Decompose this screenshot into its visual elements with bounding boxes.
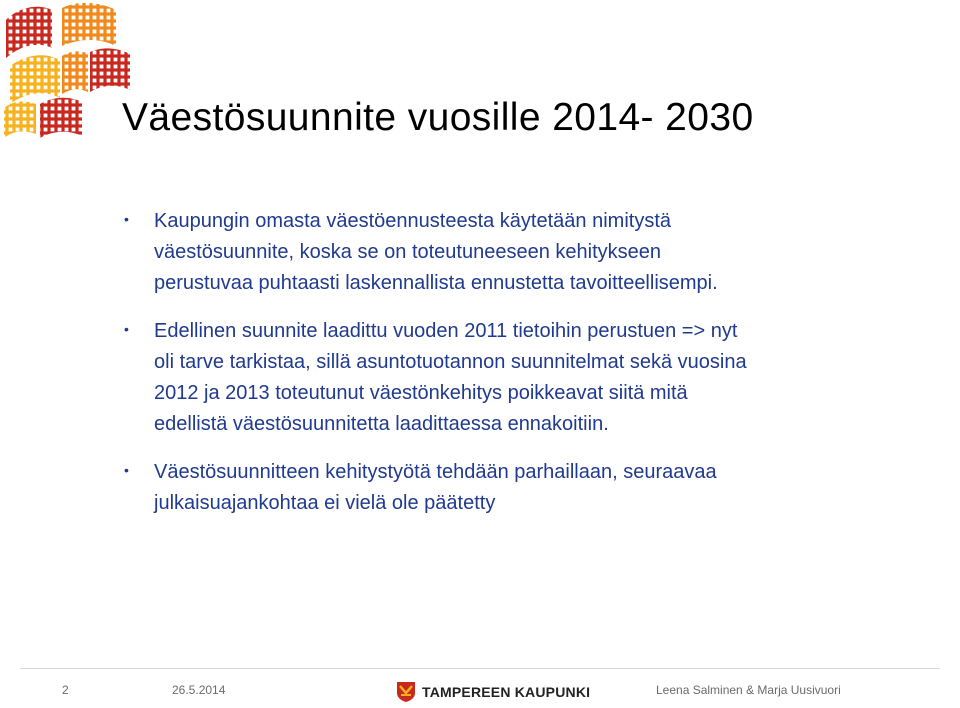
slide-title: Väestösuunnite vuosille 2014- 2030 <box>122 96 754 139</box>
footer-authors: Leena Salminen & Marja Uusivuori <box>656 683 841 697</box>
bullet-dot-icon: • <box>124 462 129 478</box>
page-number: 2 <box>62 683 69 697</box>
bullet-line: Väestösuunnitteen kehitystyötä tehdään parhaillaan, seuraavaa <box>154 461 717 483</box>
bullet-line: edellistä väestösuunnitetta laadittaessa ennakoitiin. <box>154 413 609 435</box>
slide-date: 26.5.2014 <box>172 683 226 697</box>
bullet-dot-icon: • <box>124 211 129 227</box>
bullet-line: oli tarve tarkistaa, sillä asuntotuotannon suunnitelmat sekä vuosina <box>154 351 747 373</box>
footer-divider <box>20 668 940 669</box>
bullet-line: 2012 ja 2013 toteutunut väestönkehitys poikkeavat siitä mitä <box>154 382 688 404</box>
bullet-text <box>154 457 844 519</box>
bullet-dot-icon: • <box>124 321 129 337</box>
footer-logo <box>396 680 590 704</box>
footer-logo-text: TAMPEREEN KAUPUNKI <box>422 684 591 700</box>
bullet-line: Edellinen suunnite laadittu vuoden 2011 tietoihin perustuen => nyt <box>154 320 738 342</box>
tampere-weave-logo-icon <box>0 0 140 140</box>
bullet-line: Kaupungin omasta väestöennusteesta käytetään nimitystä <box>154 210 671 232</box>
tampere-crest-icon <box>396 681 416 703</box>
bullet-line: julkaisuajankohtaa ei vielä ole päätetty <box>154 492 496 514</box>
bullet-line: perustuvaa puhtaasti laskennallista ennustetta tavoitteellisempi. <box>154 272 718 294</box>
bullet-text <box>154 206 844 299</box>
bullet-text <box>154 316 844 440</box>
bullet-line: väestösuunnite, koska se on toteutuneeseen kehitykseen <box>154 241 662 263</box>
